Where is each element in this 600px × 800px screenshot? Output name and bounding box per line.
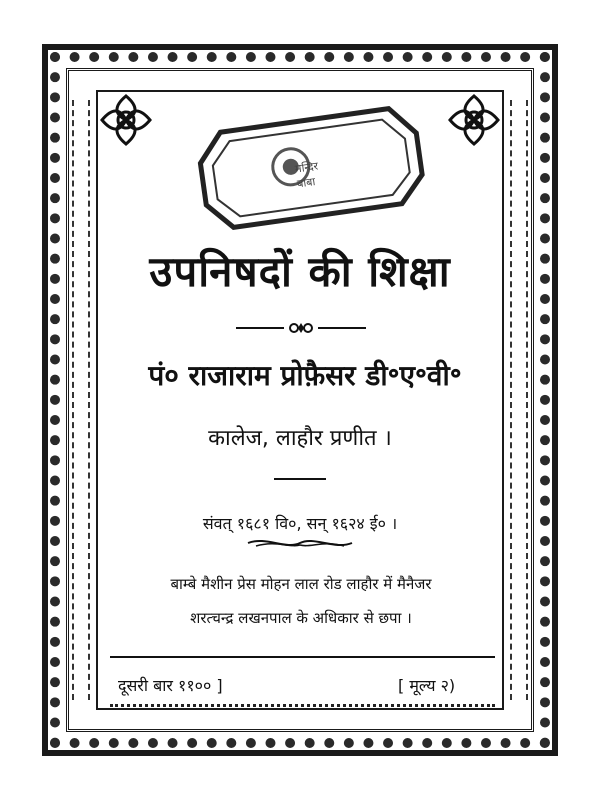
edition-info: दूसरी बार ११०० ] — [118, 676, 223, 695]
book-title: उपनिषदों की शिक्षा — [149, 247, 451, 296]
author-institution: कालेज, लाहौर प्रणीत । — [208, 426, 392, 451]
printer-info-line2: शरत्चन्द्र लखनपाल के अधिकार से छपा । — [190, 609, 412, 627]
left-chain-ornament — [72, 100, 90, 700]
long-rule — [110, 656, 495, 658]
author-line: पं० राजाराम प्रोफ़ैसर डी॰ए॰वी॰ — [148, 359, 462, 392]
stamp-text — [294, 159, 321, 192]
bottom-rule — [110, 704, 495, 707]
divider-ornament-icon — [236, 320, 366, 336]
publication-date: संवत् १६८१ वि०, सन् १६२४ ई० । — [202, 514, 398, 533]
flourish-ornament-icon — [246, 534, 354, 552]
corner-flourish-icon — [446, 92, 502, 148]
printer-info-line1: बाम्बे मैशीन प्रेस मोहन लाल रोड लाहौर में मैनैजर — [170, 575, 432, 593]
short-rule — [274, 478, 326, 480]
stamp-line: मन्दिर — [294, 159, 319, 176]
corner-flourish-icon — [98, 92, 154, 148]
right-chain-ornament — [510, 100, 528, 700]
price-info: [ मूल्य २) — [398, 676, 456, 695]
stamp-line: बाबा — [296, 175, 317, 191]
